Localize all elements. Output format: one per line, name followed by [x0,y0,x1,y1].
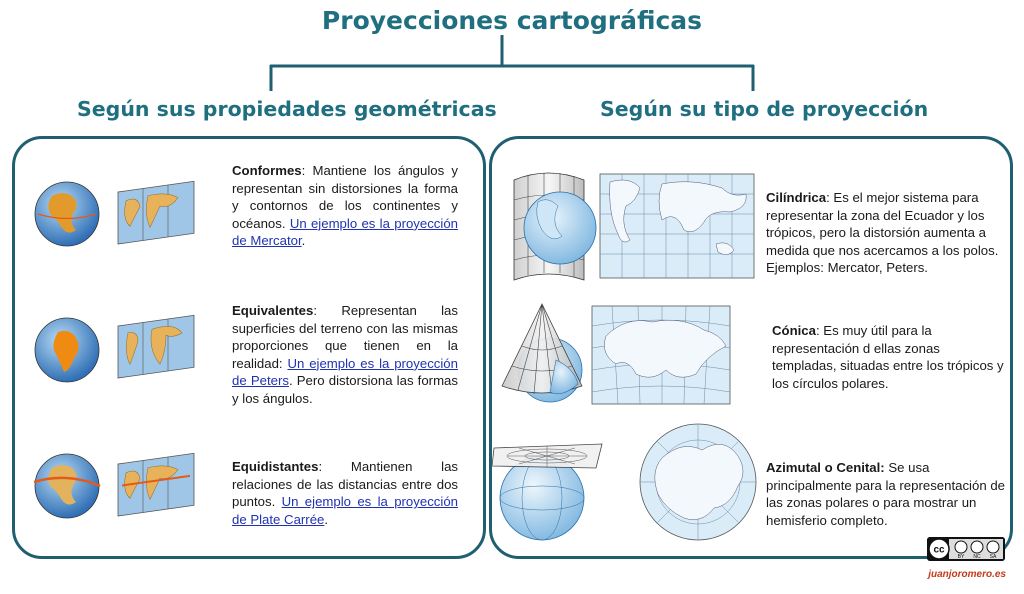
nc-label: NC [973,554,981,560]
left-section-heading: Según sus propiedades geométricas [77,97,497,121]
conica-description [772,322,1008,392]
by-label: BY [957,554,965,560]
conformal-illustration [30,176,200,254]
equivalent-illustration [30,310,200,388]
conformes-term: Conformes [232,163,302,178]
conic-illustration [496,300,736,410]
conica-text: : Es muy útil para la representación d ellas zonas templadas, situadas entre los trópicos y los círculos polares. [772,323,1004,391]
conformes-after: . [301,233,306,249]
cylindrical-illustration [508,164,758,294]
mercator-link[interactable]: Un ejemplo es la proyección de Mercator [232,215,459,249]
equidistantes-after: . [324,511,329,527]
azimuthal-illustration [492,418,764,548]
conformes-description [232,162,458,250]
right-section-heading: Según su tipo de proyección [600,97,929,121]
plate-carree-link[interactable]: Un ejemplo es la proyección de Plate Carrée [232,494,458,527]
equidistant-illustration [30,448,200,526]
equidistantes-term: Equidistantes [232,459,319,474]
cilindrica-text: : Es el mejor sistema para representar la zona del Ecuador y los trópicos, pero la distorsión aumenta a medida que nos acercamos a los polos. Ejemplos: Mercator, Peters. [766,190,999,276]
author-credit[interactable]: juanjoromero.es [928,569,1006,580]
azimutal-description [766,459,1010,529]
azimutal-text: Se usa principalmente para la representación de las zonas polares o para mostrar un hemisferio completo. [766,460,1005,528]
equidistantes-description [232,458,458,528]
peters-link[interactable]: Un ejemplo es la proyección de Peters [232,355,458,389]
equivalentes-term: Equivalentes [232,303,314,318]
equivalentes-description [232,302,458,408]
cc-license-badge[interactable] [927,537,1005,561]
azimutal-term: Azimutal o Cenital: [766,460,885,475]
conica-term: Cónica [772,323,816,338]
equivalentes-after: . Pero distorsiona las formas y los ángulos. [232,373,458,406]
equidistantes-text: : Mantienen las relaciones de las distancias entre dos puntos. [232,459,458,510]
cc-icon: cc [933,544,945,556]
equivalentes-text: : Representan las superficies del terreno con las mismas proporciones que tienen en la realidad: [232,303,458,371]
page-title: Proyecciones cartográficas [321,6,703,35]
title-connector [0,0,1024,100]
cilindrica-term: Cilíndrica [766,190,827,205]
cilindrica-description [766,189,1010,277]
conformes-text: : Mantiene los ángulos y representan sin distorsiones la forma y contornos de los continentes y océanos. [232,163,458,231]
sa-label: SA [989,554,997,560]
